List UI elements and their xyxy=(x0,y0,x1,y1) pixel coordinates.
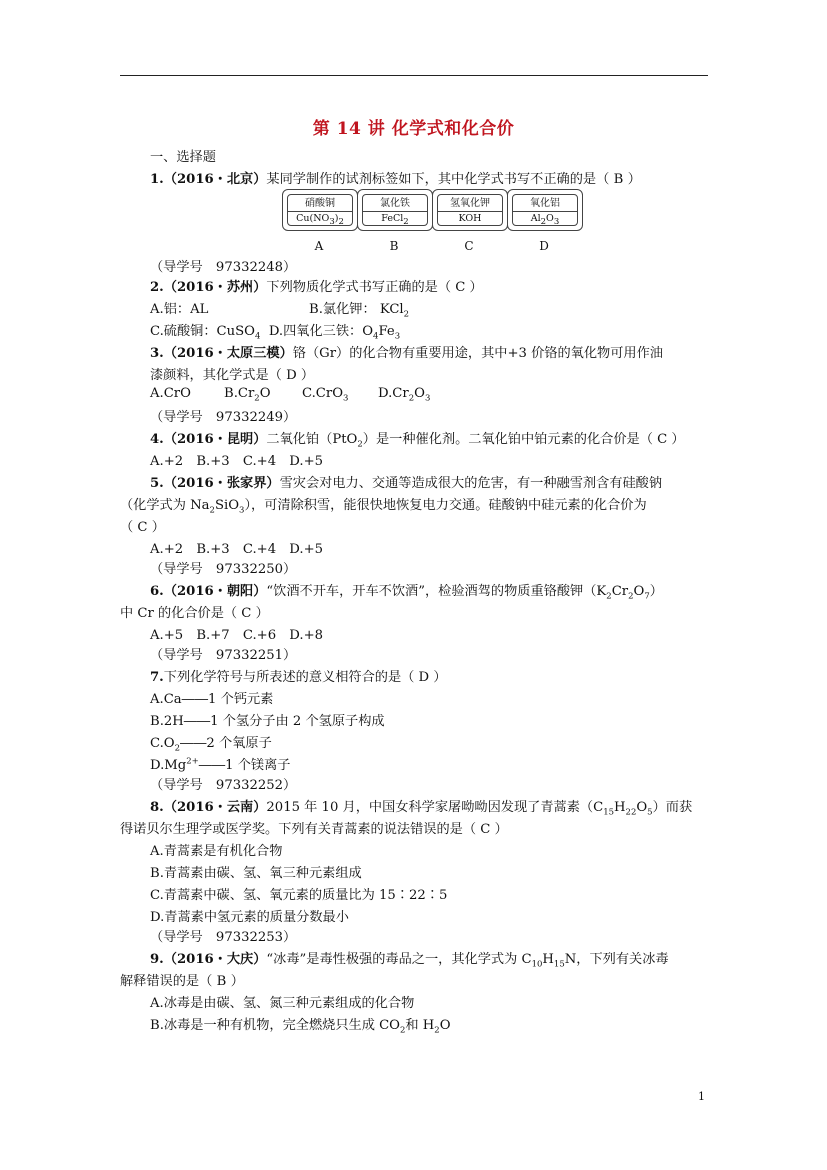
option-c: $C.O_2――2$ 个氧原子 xyxy=(150,736,272,754)
label-formula: $Al_2O_3$ xyxy=(530,213,560,227)
answer-9: B xyxy=(216,974,227,989)
option-d: D.青蒿素中氢元素的质量分数最小 xyxy=(150,910,349,925)
guide-number: （导学号 97332248） xyxy=(150,260,297,275)
question-3: 3.（2016・太原三模）铬（Gr）的化合物有重要用途，其中+3 价铬的氧化物可用作油 xyxy=(150,346,663,361)
option-b: B.冰毒是一种有机物，完全燃烧只生成 $CO_2$和 $H_2O$ xyxy=(150,1018,451,1036)
option-b: $B.Cr_2O$ xyxy=(224,386,271,404)
answer-5: C xyxy=(137,520,148,535)
option-c: C.CrO$_3$ xyxy=(302,386,349,404)
reagent-label-c: 氢氧化钾 KOH xyxy=(432,189,508,231)
label-letter-c: C xyxy=(464,239,474,253)
page-title: 第 14 讲 化学式和化合价 xyxy=(312,119,515,139)
label-formula: KOH xyxy=(458,213,482,224)
question-9: 9.（2016・大庆）“冰毒”是毒性极强的毒品之一，其化学式为 $C_{10}H_{15}N$，下列有关冰毒 xyxy=(150,952,669,970)
answer-7: D xyxy=(418,670,430,685)
label-letter-a: A xyxy=(314,239,324,253)
option-d: $D.Mg^{2+}――1$ 个镁离子 xyxy=(150,756,291,773)
option-a: A.铝：AL xyxy=(150,302,209,317)
question-8: 8.（2016・云南）2015 年 10 月，中国女科学家屠呦呦因发现了青蒿素$(C_{15}H_{22}O_5)$而获 xyxy=(150,800,693,818)
question-4: 4.（2016・昆明）二氧化铂（PtO$_2$）是一种催化剂。二氧化铂中铂元素的化合价是（ C ） xyxy=(150,432,685,450)
options: A.+2 B.+3 C.+4 D.+5 xyxy=(150,542,324,557)
answer-6: C xyxy=(241,606,252,621)
option-a: A.Ca――1 个钙元素 xyxy=(150,692,274,707)
guide-number: （导学号 97332250） xyxy=(150,562,297,577)
option-a: A.CrO xyxy=(150,386,191,401)
guide-number: （导学号 97332249） xyxy=(150,410,297,425)
label-letter-d: D xyxy=(539,239,549,253)
question-5-answer: （ C ） xyxy=(120,520,165,535)
page-number: 1 xyxy=(698,1090,705,1103)
label-formula: $Cu(NO_3)_2$ xyxy=(296,213,344,227)
question-7: 7.下列化学符号与所表述的意义相符合的是（ D ） xyxy=(150,670,447,685)
answer-3: D xyxy=(286,368,297,383)
question-5-cont: （化学式为 $Na_2SiO_3$），可清除积雪，能很快地恢复电力交通。硅酸钠中硅元素的化合价为 xyxy=(120,498,647,516)
question-6-cont: 中 Cr 的化合价是（ C ） xyxy=(120,606,269,621)
answer-2: C xyxy=(455,280,466,295)
answer-8: C xyxy=(480,822,491,837)
question-1: 1.（2016・北京）某同学制作的试剂标签如下，其中化学式书写不正确的是（ B ） xyxy=(150,172,641,187)
answer-4: C xyxy=(657,432,668,447)
option-b: B.青蒿素由碳、氢、氧三种元素组成 xyxy=(150,866,362,881)
question-3-cont: 漆颜料，其化学式是（ D ） xyxy=(150,368,315,383)
question-8-cont: 得诺贝尔生理学或医学奖。下列有关青蒿素的说法错误的是（ C ） xyxy=(120,822,508,837)
section-heading: 一、选择题 xyxy=(150,150,216,165)
reagent-label-d: 氧化铝 $Al_2O_3$ xyxy=(507,189,583,231)
option-a: A.冰毒是由碳、氢、氮三种元素组成的化合物 xyxy=(150,996,415,1011)
question-9-cont: 解释错误的是（ B ） xyxy=(120,974,244,989)
options: A.+5 B.+7 C.+6 D.+8 xyxy=(150,628,324,643)
guide-number: （导学号 97332252） xyxy=(150,778,297,793)
question-5: 5.（2016・张家界）雪灾会对电力、交通等造成很大的危害，有一种融雪剂含有硅酸钠 xyxy=(150,476,663,491)
guide-number: （导学号 97332253） xyxy=(150,930,297,945)
option-b: B.2H――1 个氢分子由 2 个氢原子构成 xyxy=(150,714,385,729)
option-b: B.氯化钾： KCl$_2$ xyxy=(309,302,410,320)
question-2: 2.（2016・苏州）下列物质化学式书写正确的是（ C ） xyxy=(150,280,483,295)
guide-number: （导学号 97332251） xyxy=(150,648,297,663)
header-rule xyxy=(120,75,708,76)
question-6: 6.（2016・朝阳）“饮酒不开车，开车不饮酒”，检验酒驾的物质重铬酸钾$(K_2Cr_2O_7)$ xyxy=(150,584,663,602)
option-c: C.青蒿素中碳、氢、氧元素的质量比为 15∶22∶5 xyxy=(150,888,448,903)
answer-1: B xyxy=(613,172,624,187)
label-letter-b: B xyxy=(389,239,399,253)
option-c-d: C.硫酸铜：CuSO$_4$ D.四氧化三铁：$O_4Fe_3$ xyxy=(150,324,401,342)
reagent-label-a: 硝酸铜 $Cu(NO_3)_2$ xyxy=(282,189,358,231)
option-a: A.青蒿素是有机化合物 xyxy=(150,844,283,859)
label-formula: FeCl$_2$ xyxy=(381,213,409,227)
option-d: $D.Cr_2O_3$ xyxy=(378,386,431,404)
options: A.+2 B.+3 C.+4 D.+5 xyxy=(150,454,324,469)
reagent-label-b: 氯化铁 FeCl$_2$ xyxy=(357,189,433,231)
